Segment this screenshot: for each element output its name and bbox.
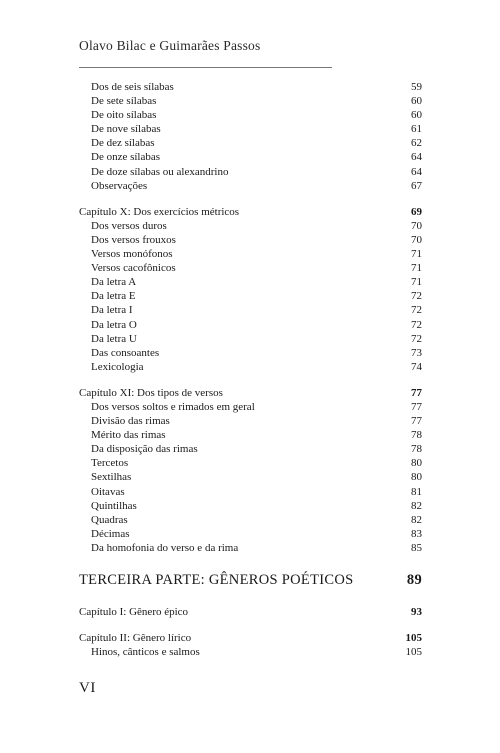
chapter-page: 105	[405, 632, 422, 645]
toc-entry	[79, 499, 422, 513]
toc-entry-page: 81	[411, 485, 422, 498]
toc-entry-label: De sete sílabas	[91, 95, 157, 108]
toc-entry	[79, 428, 422, 442]
toc-entry	[79, 645, 422, 659]
toc-entry-label: De oito sílabas	[91, 109, 157, 122]
toc-entry-label: Dos versos soltos e rimados em geral	[91, 400, 255, 413]
running-header: Olavo Bilac e Guimarães Passos	[79, 38, 261, 53]
toc-entry	[79, 150, 422, 164]
toc-entry-label: Hinos, cânticos e salmos	[91, 646, 200, 659]
toc-entry-label: Das consoantes	[91, 346, 160, 359]
toc-entry-page: 62	[411, 137, 422, 150]
toc-entry	[79, 80, 422, 94]
chapter-title: Capítulo II: Gênero lírico	[79, 632, 192, 645]
toc-entry-page: 60	[411, 109, 422, 122]
toc-entry-page: 61	[411, 123, 422, 136]
toc-entry-page: 77	[411, 400, 422, 413]
part-page: 89	[406, 572, 422, 588]
toc-entry-page: 80	[411, 471, 422, 484]
toc-entry	[79, 470, 422, 484]
toc-entry	[79, 165, 422, 179]
toc-entry-page: 72	[411, 304, 422, 317]
toc-entry	[79, 108, 422, 122]
toc-entry-page: 71	[411, 248, 422, 261]
toc-entry	[79, 400, 422, 414]
toc-entry	[79, 485, 422, 499]
toc-entry	[79, 219, 422, 233]
toc-entry	[79, 261, 422, 275]
toc-entry-page: 71	[411, 262, 422, 275]
toc-entry-page: 73	[411, 346, 422, 359]
toc-entry-label: Da homofonia do verso e da rima	[91, 541, 239, 554]
toc-entry-label: Versos monófonos	[91, 248, 173, 261]
toc-entry	[79, 456, 422, 470]
chapter-heading	[79, 605, 422, 619]
header-rule	[79, 67, 332, 68]
chapter-heading	[79, 205, 422, 219]
toc-entry-label: De onze sílabas	[91, 151, 161, 164]
toc-entry-label: Da letra O	[91, 318, 137, 331]
toc-entry-page: 82	[411, 499, 422, 512]
toc-entry	[79, 136, 422, 150]
toc-entry-label: Dos de seis sílabas	[91, 81, 174, 93]
page-number: VI	[79, 680, 96, 696]
part-title: TERCEIRA PARTE: GÊNEROS POÉTICOS	[79, 572, 354, 588]
toc-entry-label: De doze sílabas ou alexandrino	[91, 165, 229, 178]
toc-entry-page: 74	[411, 360, 422, 373]
toc-entry-label: Da letra U	[91, 332, 137, 345]
toc-entry-label: Tercetos	[91, 457, 129, 470]
toc-entry	[79, 233, 422, 247]
toc-entry-page: 78	[411, 429, 422, 442]
toc-entry-page: 64	[411, 165, 422, 178]
chapter-title: Capítulo X: Dos exercícios métricos	[79, 205, 240, 218]
toc-entry-page: 67	[411, 179, 422, 192]
toc-entry-page: 77	[411, 415, 422, 428]
toc-entry-page: 72	[411, 332, 422, 345]
chapter-page: 69	[411, 205, 422, 218]
toc-entry-label: Mérito das rimas	[91, 429, 166, 442]
toc-entry-label: Dos versos duros	[91, 219, 167, 232]
toc-continued-items	[79, 80, 422, 193]
toc-entry-label: Divisão das rimas	[91, 415, 170, 428]
toc-entry	[79, 275, 422, 289]
toc-entry-label: Quadras	[91, 513, 128, 526]
toc-entry-page: 72	[411, 318, 422, 331]
toc-entry-page: 70	[411, 233, 422, 246]
toc-entry-label: Observações	[91, 179, 148, 192]
toc-entry	[79, 332, 422, 346]
toc-entry-label: Décimas	[91, 527, 130, 540]
toc-entry	[79, 247, 422, 261]
toc-entry	[79, 442, 422, 456]
toc-chapter-ii	[79, 631, 422, 659]
toc-entry-label: Da letra I	[91, 304, 133, 317]
toc-entry-page: 80	[411, 457, 422, 470]
toc-entry	[79, 303, 422, 317]
toc-entry	[79, 414, 422, 428]
toc-entry-label: Sextilhas	[91, 471, 132, 484]
toc-entry-label: De dez sílabas	[91, 137, 155, 150]
toc-entry	[79, 122, 422, 136]
toc-entry	[79, 346, 422, 360]
toc-entry-page: 72	[411, 290, 422, 303]
toc-entry-page: 82	[411, 513, 422, 526]
toc-entry-page: 64	[411, 151, 422, 164]
toc-entry-label: Dos versos frouxos	[91, 233, 176, 246]
chapter-title: Capítulo XI: Dos tipos de versos	[79, 386, 223, 399]
toc-chapter-x	[79, 205, 422, 374]
toc-entry-label: Lexicologia	[91, 360, 144, 373]
toc-entry-page: 78	[411, 443, 422, 456]
chapter-page: 77	[411, 386, 422, 399]
toc-entry-page: 83	[411, 527, 422, 540]
chapter-title: Capítulo I: Gênero épico	[79, 606, 189, 618]
toc-entry-label: Versos cacofônicos	[91, 262, 176, 275]
toc-entry	[79, 360, 422, 374]
toc-entry-page: 105	[405, 646, 422, 659]
chapter-page: 93	[411, 606, 422, 618]
toc-entry-label: Da disposição das rimas	[91, 443, 198, 456]
toc-entry-label: De nove sílabas	[91, 123, 161, 136]
toc-entry-page: 60	[411, 95, 422, 108]
toc-entry	[79, 289, 422, 303]
table-of-contents	[79, 80, 422, 659]
chapter-heading	[79, 386, 422, 400]
toc-entry	[79, 513, 422, 527]
toc-entry-page: 59	[411, 81, 422, 93]
toc-entry-page: 71	[411, 276, 422, 289]
toc-entry	[79, 94, 422, 108]
part-heading	[79, 570, 422, 590]
toc-entry	[79, 318, 422, 332]
toc-entry-label: Da letra E	[91, 290, 136, 303]
chapter-heading	[79, 631, 422, 645]
toc-entry-page: 70	[411, 219, 422, 232]
toc-entry-page: 85	[411, 541, 422, 554]
toc-entry-label: Quintilhas	[91, 499, 137, 512]
toc-entry	[79, 179, 422, 193]
toc-entry-label: Da letra A	[91, 276, 137, 289]
toc-entry	[79, 527, 422, 541]
toc-entry	[79, 541, 422, 555]
toc-entry-label: Oitavas	[91, 485, 125, 498]
toc-chapter-xi	[79, 386, 422, 555]
